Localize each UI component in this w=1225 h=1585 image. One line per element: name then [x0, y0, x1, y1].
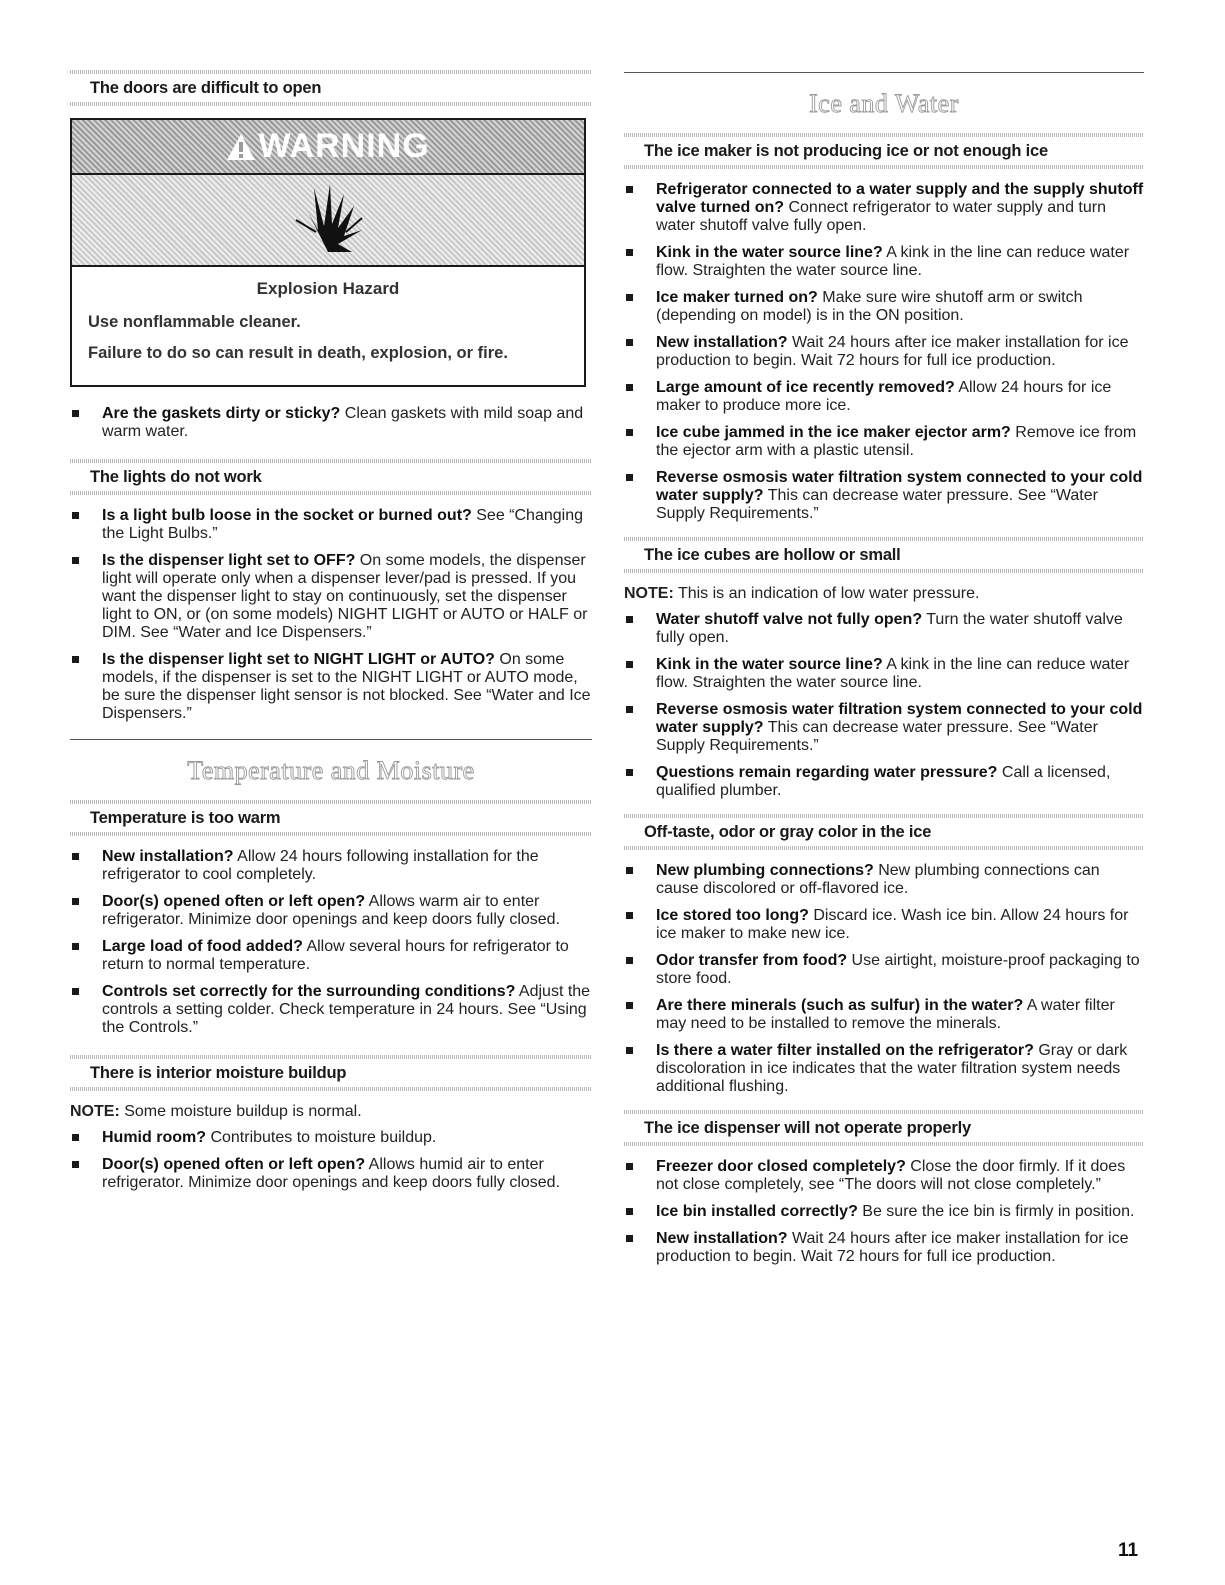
bullet-icon	[626, 769, 633, 776]
list-item	[624, 244, 1144, 280]
temperature-section-title: Temperature and Moisture	[187, 756, 475, 785]
question: Is a light bulb loose in the socket or burned out?	[102, 507, 472, 524]
list-item	[624, 469, 1144, 523]
list-item	[70, 1156, 592, 1192]
answer: Connect refrigerator to water supply and turn water shutoff valve fully open.	[656, 199, 1106, 234]
bullet-icon	[626, 1002, 633, 1009]
list-item	[70, 893, 592, 929]
bullet-icon	[626, 1208, 633, 1215]
question: Freezer door closed completely?	[656, 1158, 906, 1175]
list-item	[624, 1230, 1144, 1266]
bullet-icon	[626, 912, 633, 919]
list-item	[70, 938, 592, 974]
question: Odor transfer from food?	[656, 952, 848, 969]
warm-heading: Temperature is too warm	[70, 800, 592, 836]
answer: A water filter may need to be installed to remove the minerals.	[656, 997, 1115, 1032]
answer: Wait 24 hours after ice maker installation for ice production to begin. Wait 72 hours for full ice production.	[656, 334, 1129, 369]
list-item	[70, 651, 592, 723]
bullet-icon	[626, 384, 633, 391]
answer: Wait 24 hours after ice maker installation for ice production to begin. Wait 72 hours for full ice production.	[656, 1230, 1129, 1265]
answer: Allows warm air to enter refrigerator. Minimize door openings and keep doors fully closed.	[102, 893, 561, 928]
question: New installation?	[102, 848, 234, 865]
question: Reverse osmosis water filtration system connected to your cold water supply?	[656, 701, 1143, 736]
question: Humid room?	[102, 1129, 206, 1146]
question: Are there minerals (such as sulfur) in the water?	[656, 997, 1024, 1014]
question: Kink in the water source line?	[656, 244, 883, 261]
offtaste-list	[624, 862, 1144, 1096]
list-item	[624, 907, 1144, 943]
answer: Make sure wire shutoff arm or switch (depending on model) is in the ON position.	[656, 289, 1083, 324]
answer: Use airtight, moisture-proof packaging to store food.	[656, 952, 1140, 987]
answer: Discard ice. Wash ice bin. Allow 24 hours for ice maker to make new ice.	[656, 907, 1129, 942]
list-item	[70, 983, 592, 1037]
bullet-icon	[626, 186, 633, 193]
list-item	[624, 611, 1144, 647]
answer: On some models, if the dispenser is set to the NIGHT LIGHT or AUTO mode, be sure the dispenser light sensor is not blocked. See “Water and Ice Dispensers.”	[102, 651, 591, 722]
moisture-heading: There is interior moisture buildup	[70, 1055, 592, 1091]
question: Refrigerator connected to a water supply and the supply shutoff valve turned on?	[656, 181, 1144, 216]
question: Ice stored too long?	[656, 907, 809, 924]
warning-title: WARNING	[258, 127, 430, 165]
bullet-icon	[626, 1163, 633, 1170]
bullet-icon	[72, 898, 79, 905]
lights-list	[70, 507, 592, 723]
hollow-note: NOTE: This is an indication of low water pressure.	[624, 585, 980, 602]
bullet-icon	[626, 294, 633, 301]
question: Water shutoff valve not fully open?	[656, 611, 923, 628]
warning-header	[72, 120, 584, 175]
ice-water-section-title: Ice and Water	[809, 89, 959, 118]
question: Is the dispenser light set to NIGHT LIGHT or AUTO?	[102, 651, 495, 668]
question: Questions remain regarding water pressure?	[656, 764, 998, 781]
hazard-title: Explosion Hazard	[256, 279, 400, 298]
list-item	[70, 405, 592, 441]
explosion-icon	[288, 180, 368, 260]
doors-heading: The doors are difficult to open	[70, 70, 592, 106]
warning-box	[70, 118, 586, 387]
answer: Clean gaskets with mild soap and warm water.	[102, 405, 584, 440]
list-item	[624, 181, 1144, 235]
warning-line-2: Failure to do so can result in death, explosion, or fire.	[88, 344, 508, 362]
hollow-heading: The ice cubes are hollow or small	[624, 537, 1144, 573]
question: Is the dispenser light set to OFF?	[102, 552, 356, 569]
left-column	[70, 70, 592, 1201]
list-item	[70, 507, 592, 543]
bullet-icon	[626, 339, 633, 346]
moisture-list	[70, 1129, 592, 1192]
dispenser-list	[624, 1158, 1144, 1266]
list-item	[624, 952, 1144, 988]
list-item	[624, 764, 1144, 800]
answer: This can decrease water pressure. See “Water Supply Requirements.”	[656, 487, 1098, 522]
answer: Turn the water shutoff valve fully open.	[656, 611, 1123, 646]
question: New installation?	[656, 334, 788, 351]
doors-list	[70, 405, 592, 441]
question: Large load of food added?	[102, 938, 303, 955]
hollow-list	[624, 611, 1144, 800]
bullet-icon	[626, 957, 633, 964]
bullet-icon	[626, 706, 633, 713]
warning-line-1: Use nonflammable cleaner.	[88, 313, 301, 331]
question: New installation?	[656, 1230, 788, 1247]
bullet-icon	[72, 1161, 79, 1168]
list-item	[624, 1203, 1144, 1221]
question: Kink in the water source line?	[656, 656, 883, 673]
list-item	[624, 862, 1144, 898]
bullet-icon	[626, 249, 633, 256]
answer: A kink in the line can reduce water flow. Straighten the water source line.	[656, 656, 1130, 691]
bullet-icon	[72, 557, 79, 564]
warm-list	[70, 848, 592, 1037]
lights-heading: The lights do not work	[70, 459, 592, 495]
answer: Remove ice from the ejector arm with a plastic utensil.	[656, 424, 1137, 459]
bullet-icon	[72, 1134, 79, 1141]
question: Are the gaskets dirty or sticky?	[102, 405, 341, 422]
bullet-icon	[626, 661, 633, 668]
list-item	[624, 997, 1144, 1033]
bullet-icon	[626, 429, 633, 436]
moisture-note: NOTE: Some moisture buildup is normal.	[70, 1103, 362, 1120]
list-item	[624, 424, 1144, 460]
question: Large amount of ice recently removed?	[656, 379, 955, 396]
answer: Allow several hours for refrigerator to return to normal temperature.	[102, 938, 569, 973]
list-item	[70, 848, 592, 884]
question: Ice bin installed correctly?	[656, 1203, 858, 1220]
list-item	[70, 1129, 592, 1147]
answer: This can decrease water pressure. See “Water Supply Requirements.”	[656, 719, 1098, 754]
bullet-icon	[626, 1047, 633, 1054]
answer: Be sure the ice bin is firmly in position.	[857, 1203, 1135, 1220]
list-item	[624, 289, 1144, 325]
bullet-icon	[626, 1235, 633, 1242]
answer: Allows humid air to enter refrigerator. Minimize door openings and keep doors fully closed.	[102, 1156, 561, 1191]
answer: Contributes to moisture buildup.	[206, 1129, 437, 1146]
list-item	[624, 1158, 1144, 1194]
question: Ice cube jammed in the ice maker ejector arm?	[656, 424, 1011, 441]
bullet-icon	[72, 410, 79, 417]
question: Is there a water filter installed on the refrigerator?	[656, 1042, 1034, 1059]
list-item	[624, 656, 1144, 692]
list-item	[624, 379, 1144, 415]
not-producing-heading: The ice maker is not producing ice or not enough ice	[624, 133, 1144, 169]
answer: New plumbing connections can cause discolored or off-flavored ice.	[656, 862, 1100, 897]
answer: Gray or dark discoloration in ice indicates that the water filtration system needs additional flushing.	[656, 1042, 1128, 1095]
question: New plumbing connections?	[656, 862, 874, 879]
answer: A kink in the line can reduce water flow. Straighten the water source line.	[656, 244, 1130, 279]
dispenser-heading: The ice dispenser will not operate properly	[624, 1110, 1144, 1146]
question: Controls set correctly for the surrounding conditions?	[102, 983, 516, 1000]
bullet-icon	[72, 512, 79, 519]
question: Ice maker turned on?	[656, 289, 818, 306]
answer: Allow 24 hours following installation for the refrigerator to cool completely.	[102, 848, 539, 883]
bullet-icon	[626, 474, 633, 481]
bullet-icon	[72, 943, 79, 950]
answer: Allow 24 hours for ice maker to produce more ice.	[656, 379, 1112, 414]
right-column	[624, 70, 1144, 1275]
answer: Close the door firmly. If it does not close completely, see “The doors will not close completely.”	[656, 1158, 1126, 1193]
not-producing-list	[624, 181, 1144, 523]
offtaste-heading: Off-taste, odor or gray color in the ice	[624, 814, 1144, 850]
answer: See “Changing the Light Bulbs.”	[102, 507, 583, 542]
answer: Adjust the controls a setting colder. Check temperature in 24 hours. See “Using the Controls.”	[102, 983, 591, 1036]
bullet-icon	[626, 616, 633, 623]
bullet-icon	[72, 988, 79, 995]
page-number: 11	[1118, 1540, 1139, 1561]
list-item	[70, 552, 592, 642]
warning-triangle-icon	[226, 133, 256, 161]
question: Door(s) opened often or left open?	[102, 893, 366, 910]
bullet-icon	[72, 853, 79, 860]
list-item	[624, 701, 1144, 755]
question: Reverse osmosis water filtration system connected to your cold water supply?	[656, 469, 1143, 504]
question: Door(s) opened often or left open?	[102, 1156, 366, 1173]
bullet-icon	[626, 867, 633, 874]
answer: Call a licensed, qualified plumber.	[656, 764, 1111, 799]
bullet-icon	[72, 656, 79, 663]
answer: On some models, the dispenser light will operate only when a dispenser lever/pad is pressed. If you want the dispenser light to stay on continuously, set the dispenser light to ON, or (on some models) NIGHT LIGHT or AUTO or HALF or DIM. See “Water and Ice Dispensers.”	[102, 552, 588, 641]
list-item	[624, 1042, 1144, 1096]
list-item	[624, 334, 1144, 370]
